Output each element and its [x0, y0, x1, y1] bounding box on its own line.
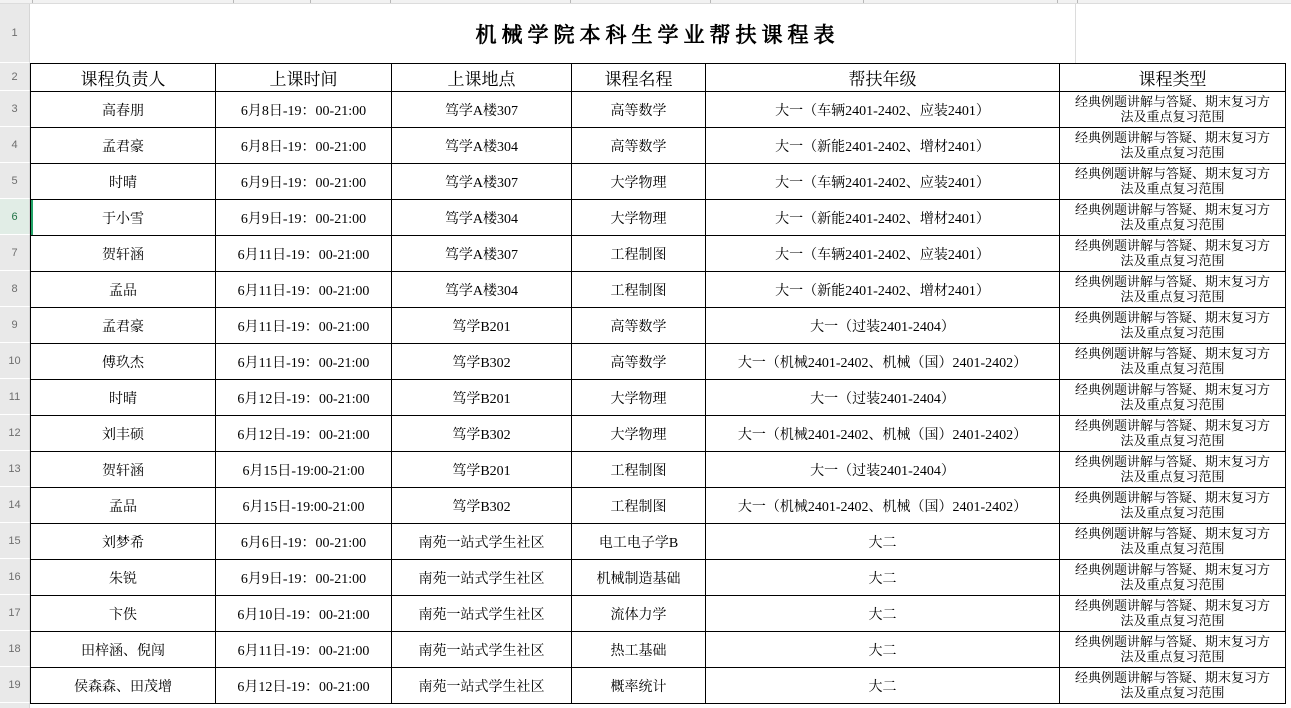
cell-leader[interactable]: 傅玖杰 [31, 344, 216, 380]
cell-course[interactable]: 高等数学 [572, 344, 706, 380]
cell-course-type[interactable] [1060, 380, 1286, 416]
cell-time[interactable]: 6月10日-19：00-21:00 [216, 596, 392, 632]
column-header-time[interactable]: 上课时间 [216, 64, 392, 92]
cell-leader[interactable]: 孟君豪 [31, 128, 216, 164]
row-number[interactable]: 17 [0, 595, 30, 631]
cell-leader[interactable]: 刘梦希 [31, 524, 216, 560]
grid-tick [710, 0, 711, 3]
grid-tick [233, 0, 234, 3]
cell-course[interactable]: 工程制图 [572, 452, 706, 488]
cell-leader[interactable]: 贺轩涵 [31, 452, 216, 488]
cell-time[interactable]: 6月11日-19：00-21:00 [216, 236, 392, 272]
cell-course-type[interactable] [1060, 92, 1286, 128]
course-type-text: 经典例题讲解与答疑、期末复习方法及重点复习范围 [1074, 417, 1270, 449]
column-header-location[interactable]: 上课地点 [392, 64, 572, 92]
cell-grade[interactable]: 大一（过装2401-2404） [706, 452, 1060, 488]
cell-course[interactable]: 高等数学 [572, 128, 706, 164]
table-row [31, 92, 1286, 128]
cell-course-type[interactable] [1060, 524, 1286, 560]
course-type-text: 经典例题讲解与答疑、期末复习方法及重点复习范围 [1074, 165, 1270, 197]
cell-location[interactable]: 南苑一站式学生社区 [392, 596, 572, 632]
cell-location[interactable]: 笃学A楼307 [392, 236, 572, 272]
table-row [31, 524, 1286, 560]
grid-tick [863, 0, 864, 3]
course-type-text: 经典例题讲解与答疑、期末复习方法及重点复习范围 [1074, 237, 1270, 269]
cell-course-type[interactable] [1060, 668, 1286, 704]
cell-location[interactable]: 笃学B201 [392, 452, 572, 488]
cell-leader[interactable]: 贺轩涵 [31, 236, 216, 272]
row-number-gutter [0, 4, 30, 708]
table-row [31, 236, 1286, 272]
cell-grade[interactable]: 大二 [706, 560, 1060, 596]
cell-time[interactable]: 6月11日-19：00-21:00 [216, 344, 392, 380]
cell-course[interactable]: 大学物理 [572, 416, 706, 452]
cell-grade[interactable]: 大二 [706, 668, 1060, 704]
cell-location[interactable]: 南苑一站式学生社区 [392, 524, 572, 560]
grid-tick [1077, 0, 1078, 3]
cell-location[interactable]: 笃学A楼307 [392, 92, 572, 128]
grid-tick [390, 0, 391, 3]
row-number[interactable]: 15 [0, 523, 30, 559]
title-cell[interactable] [30, 4, 1291, 63]
cell-location[interactable]: 笃学A楼304 [392, 128, 572, 164]
table-row [31, 668, 1286, 704]
course-type-text: 经典例题讲解与答疑、期末复习方法及重点复习范围 [1074, 381, 1270, 413]
cell-time[interactable]: 6月12日-19：00-21:00 [216, 668, 392, 704]
course-type-text: 经典例题讲解与答疑、期末复习方法及重点复习范围 [1074, 129, 1270, 161]
column-header-grade[interactable]: 帮扶年级 [706, 64, 1060, 92]
course-type-text: 经典例题讲解与答疑、期末复习方法及重点复习范围 [1074, 633, 1270, 665]
sheet-title: 机械学院本科生学业帮扶课程表 [475, 22, 840, 47]
cell-course-type[interactable] [1060, 560, 1286, 596]
cell-grade[interactable]: 大一（车辆2401-2402、应装2401） [706, 236, 1060, 272]
cell-course[interactable]: 机械制造基础 [572, 560, 706, 596]
table-row [31, 560, 1286, 596]
row-number[interactable]: 11 [0, 379, 30, 415]
cell-time[interactable]: 6月11日-19：00-21:00 [216, 632, 392, 668]
cell-grade[interactable]: 大一（车辆2401-2402、应装2401） [706, 92, 1060, 128]
cell-leader[interactable]: 朱锐 [31, 560, 216, 596]
cell-location[interactable]: 笃学A楼304 [392, 200, 572, 236]
course-table [30, 63, 1286, 704]
row-number[interactable]: 8 [0, 271, 30, 307]
row-number-partial[interactable] [0, 703, 30, 708]
cell-leader[interactable]: 刘丰硕 [31, 416, 216, 452]
cell-location[interactable]: 笃学B201 [392, 308, 572, 344]
cell-course-type[interactable] [1060, 632, 1286, 668]
cell-time[interactable]: 6月9日-19：00-21:00 [216, 200, 392, 236]
cell-course[interactable]: 大学物理 [572, 380, 706, 416]
cell-course-type[interactable] [1060, 308, 1286, 344]
course-type-text: 经典例题讲解与答疑、期末复习方法及重点复习范围 [1074, 525, 1270, 557]
cell-leader[interactable]: 时晴 [31, 380, 216, 416]
row-number[interactable]: 12 [0, 415, 30, 451]
cell-leader[interactable]: 田梓涵、倪闯 [31, 632, 216, 668]
cell-leader[interactable]: 侯森森、田茂增 [31, 668, 216, 704]
course-type-text: 经典例题讲解与答疑、期末复习方法及重点复习范围 [1074, 597, 1270, 629]
course-type-text: 经典例题讲解与答疑、期末复习方法及重点复习范围 [1074, 669, 1270, 701]
cell-course[interactable]: 流体力学 [572, 596, 706, 632]
cell-grade[interactable]: 大二 [706, 632, 1060, 668]
row-number[interactable]: 13 [0, 451, 30, 487]
table-row [31, 272, 1286, 308]
row-number[interactable]: 14 [0, 487, 30, 523]
grid-tick [1057, 0, 1058, 3]
sheet-area [30, 4, 1291, 704]
cell-course[interactable]: 工程制图 [572, 488, 706, 524]
grid-tick [32, 0, 33, 3]
cell-course[interactable]: 大学物理 [572, 200, 706, 236]
cell-grade[interactable]: 大一（机械2401-2402、机械（国）2401-2402） [706, 416, 1060, 452]
row-number[interactable]: 10 [0, 343, 30, 379]
row-number[interactable]: 3 [0, 91, 30, 127]
cell-grade[interactable]: 大一（新能2401-2402、增材2401） [706, 200, 1060, 236]
row-number[interactable]: 9 [0, 307, 30, 343]
row-number[interactable]: 5 [0, 163, 30, 199]
cell-course-type[interactable] [1060, 596, 1286, 632]
column-header-course-type[interactable]: 课程类型 [1060, 64, 1286, 92]
row-number[interactable]: 6 [0, 199, 30, 235]
cell-grade[interactable]: 大一（机械2401-2402、机械（国）2401-2402） [706, 488, 1060, 524]
course-type-text: 经典例题讲解与答疑、期末复习方法及重点复习范围 [1074, 453, 1270, 485]
table-row [31, 416, 1286, 452]
cell-leader[interactable]: 卞佚 [31, 596, 216, 632]
column-header-course[interactable]: 课程名程 [572, 64, 706, 92]
cell-grade[interactable]: 大一（过装2401-2404） [706, 308, 1060, 344]
table-row [31, 596, 1286, 632]
cell-time[interactable]: 6月15日-19:00-21:00 [216, 452, 392, 488]
course-type-text: 经典例题讲解与答疑、期末复习方法及重点复习范围 [1074, 93, 1270, 125]
cell-course[interactable]: 工程制图 [572, 272, 706, 308]
cell-time[interactable]: 6月11日-19：00-21:00 [216, 308, 392, 344]
cell-location[interactable]: 南苑一站式学生社区 [392, 668, 572, 704]
cell-course-type[interactable] [1060, 488, 1286, 524]
cell-time[interactable]: 6月9日-19：00-21:00 [216, 164, 392, 200]
cell-time[interactable]: 6月12日-19：00-21:00 [216, 416, 392, 452]
cell-time[interactable]: 6月12日-19：00-21:00 [216, 380, 392, 416]
table-row [31, 344, 1286, 380]
cell-leader[interactable]: 孟品 [31, 272, 216, 308]
cell-course[interactable]: 高等数学 [572, 308, 706, 344]
table-row [31, 164, 1286, 200]
cell-location[interactable]: 笃学B302 [392, 488, 572, 524]
row-number[interactable]: 4 [0, 127, 30, 163]
row-number[interactable]: 16 [0, 559, 30, 595]
cell-location[interactable]: 笃学B302 [392, 344, 572, 380]
cell-course-type[interactable] [1060, 128, 1286, 164]
cell-course[interactable]: 电工电子学B [572, 524, 706, 560]
cell-leader[interactable]: 时晴 [31, 164, 216, 200]
row-number[interactable]: 19 [0, 667, 30, 703]
cell-course-type[interactable] [1060, 164, 1286, 200]
cell-course[interactable]: 热工基础 [572, 632, 706, 668]
grid-tick [570, 0, 571, 3]
cell-course[interactable]: 大学物理 [572, 164, 706, 200]
table-row [31, 632, 1286, 668]
table-body [31, 92, 1286, 704]
cell-time[interactable]: 6月6日-19：00-21:00 [216, 524, 392, 560]
cell-course[interactable]: 高等数学 [572, 92, 706, 128]
table-row [31, 200, 1286, 236]
table-row [31, 308, 1286, 344]
course-type-text: 经典例题讲解与答疑、期末复习方法及重点复习范围 [1074, 201, 1270, 233]
cell-time[interactable]: 6月11日-19：00-21:00 [216, 272, 392, 308]
cell-location[interactable]: 笃学B201 [392, 380, 572, 416]
column-header-strip [0, 0, 1291, 4]
header-row [31, 64, 1286, 92]
cell-leader[interactable]: 高春朋 [31, 92, 216, 128]
cell-course-type[interactable] [1060, 272, 1286, 308]
cell-location[interactable]: 南苑一站式学生社区 [392, 560, 572, 596]
cell-grade[interactable]: 大二 [706, 596, 1060, 632]
row-number[interactable]: 1 [0, 4, 30, 63]
cell-grade[interactable]: 大一（新能2401-2402、增材2401） [706, 272, 1060, 308]
cell-time[interactable]: 6月15日-19:00-21:00 [216, 488, 392, 524]
table-row [31, 488, 1286, 524]
cell-grade[interactable]: 大一（车辆2401-2402、应装2401） [706, 164, 1060, 200]
cell-time[interactable]: 6月8日-19：00-21:00 [216, 92, 392, 128]
cell-location[interactable]: 笃学A楼304 [392, 272, 572, 308]
cell-course-type[interactable] [1060, 344, 1286, 380]
column-header-leader[interactable]: 课程负责人 [31, 64, 216, 92]
cell-course[interactable]: 概率统计 [572, 668, 706, 704]
table-row [31, 452, 1286, 488]
cell-course-type[interactable] [1060, 416, 1286, 452]
table-row [31, 380, 1286, 416]
cell-leader[interactable]: 孟品 [31, 488, 216, 524]
cell-leader[interactable]: 孟君豪 [31, 308, 216, 344]
cell-grade[interactable]: 大一（新能2401-2402、增材2401） [706, 128, 1060, 164]
cell-time[interactable]: 6月9日-19：00-21:00 [216, 560, 392, 596]
cell-location[interactable]: 笃学B302 [392, 416, 572, 452]
cell-course[interactable]: 工程制图 [572, 236, 706, 272]
row-number[interactable]: 7 [0, 235, 30, 271]
course-type-text: 经典例题讲解与答疑、期末复习方法及重点复习范围 [1074, 345, 1270, 377]
row-number[interactable]: 2 [0, 63, 30, 91]
cell-grade[interactable]: 大二 [706, 524, 1060, 560]
course-type-text: 经典例题讲解与答疑、期末复习方法及重点复习范围 [1074, 561, 1270, 593]
grid-tick [310, 0, 311, 3]
cell-course-type[interactable] [1060, 452, 1286, 488]
course-type-text: 经典例题讲解与答疑、期末复习方法及重点复习范围 [1074, 273, 1270, 305]
course-type-text: 经典例题讲解与答疑、期末复习方法及重点复习范围 [1074, 309, 1270, 341]
cell-location[interactable]: 南苑一站式学生社区 [392, 632, 572, 668]
cell-course-type[interactable] [1060, 236, 1286, 272]
cell-grade[interactable]: 大一（机械2401-2402、机械（国）2401-2402） [706, 344, 1060, 380]
row-number[interactable]: 18 [0, 631, 30, 667]
cell-grade[interactable]: 大一（过装2401-2404） [706, 380, 1060, 416]
cell-leader[interactable]: 于小雪 [31, 200, 216, 236]
table-row [31, 128, 1286, 164]
course-type-text: 经典例题讲解与答疑、期末复习方法及重点复习范围 [1074, 489, 1270, 521]
cell-location[interactable]: 笃学A楼307 [392, 164, 572, 200]
cell-time[interactable]: 6月8日-19：00-21:00 [216, 128, 392, 164]
cell-course-type[interactable] [1060, 200, 1286, 236]
